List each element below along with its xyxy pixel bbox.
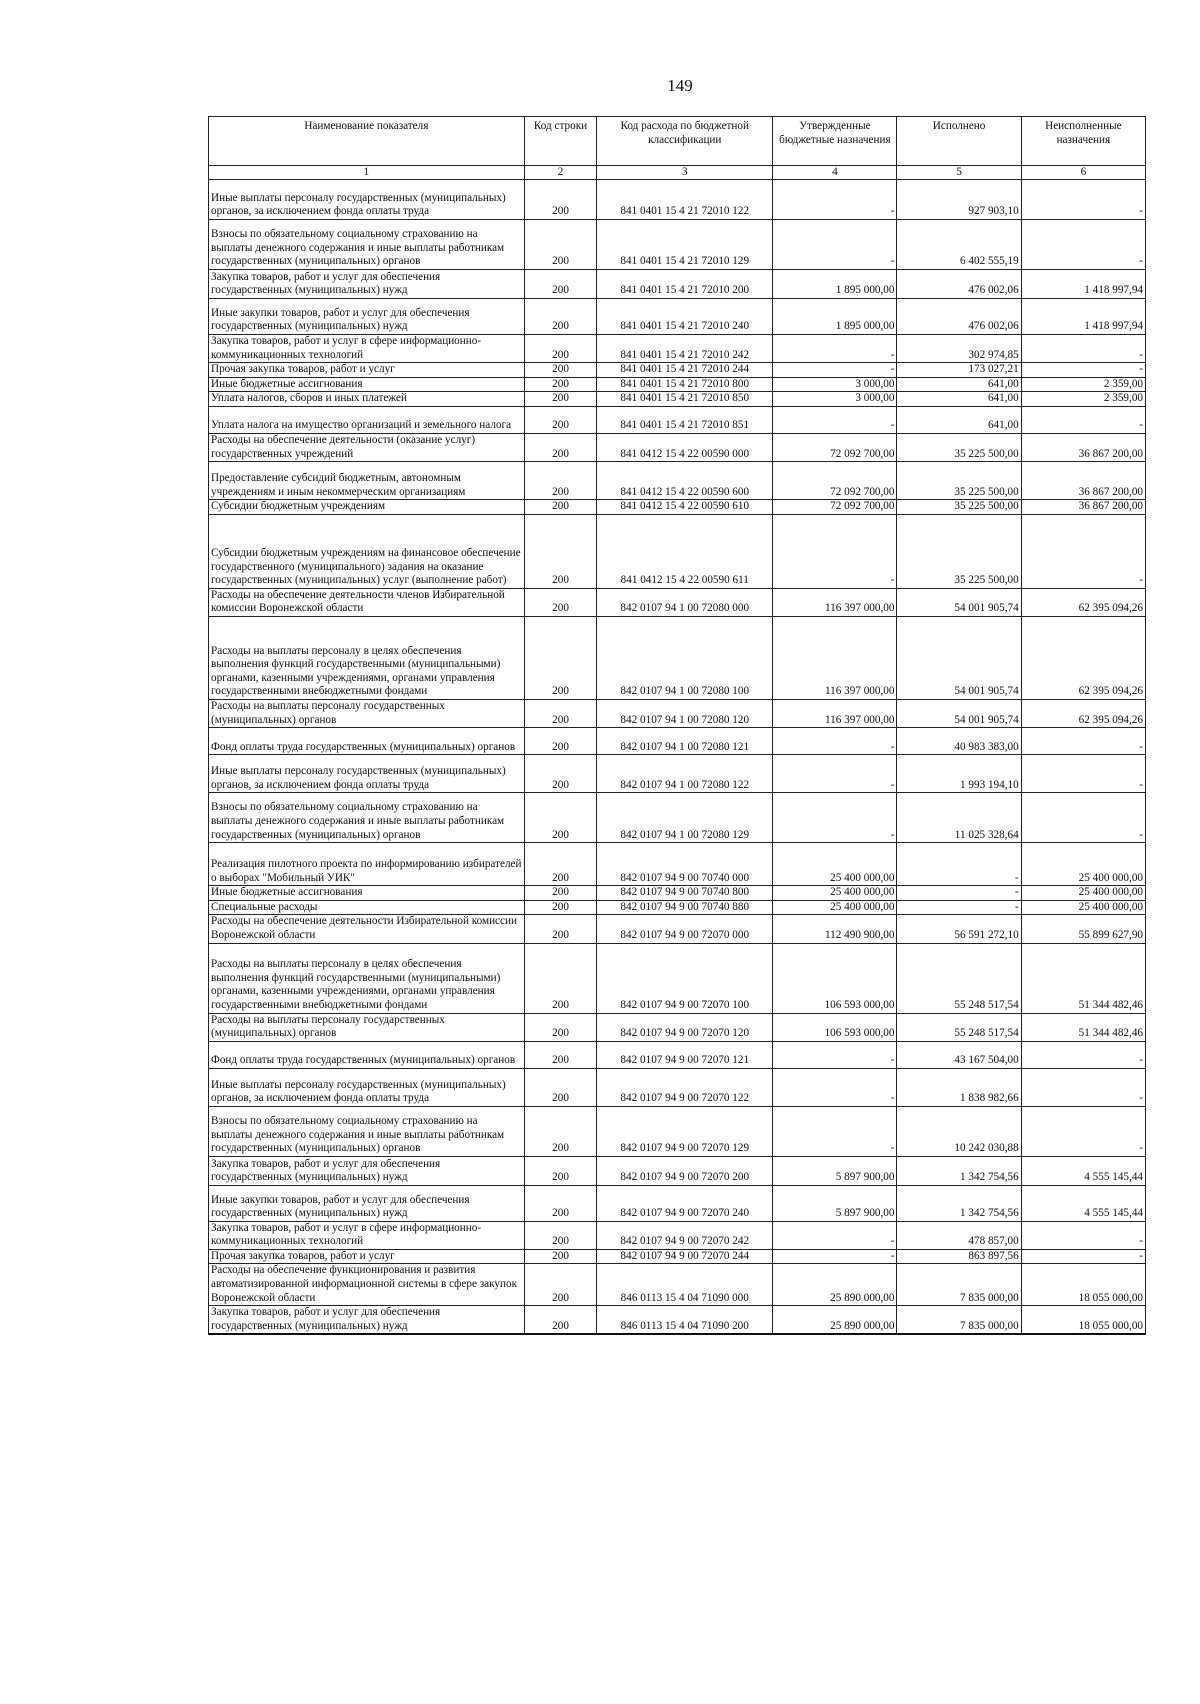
row-name: Расходы на выплаты персоналу в целях обеспечения выполнения функций государственными (муниципальными) органами, казенными учреждениями, органами управления государственными внебюджетными фондами <box>209 616 525 699</box>
row-code: 200 <box>524 728 596 755</box>
table-row <box>209 270 1146 299</box>
row-approved: 25 400 000,00 <box>773 886 897 901</box>
column-number: 4 <box>773 166 897 180</box>
row-classification: 842 0107 94 1 00 72080 100 <box>597 616 773 699</box>
table-row <box>209 843 1146 886</box>
row-code: 200 <box>524 886 596 901</box>
table-row <box>209 900 1146 915</box>
row-code: 200 <box>524 392 596 407</box>
row-executed: 173 027,21 <box>897 363 1021 378</box>
row-executed: 35 225 500,00 <box>897 462 1021 500</box>
table-row <box>209 514 1146 588</box>
row-executed: 35 225 500,00 <box>897 514 1021 588</box>
row-unexecuted: - <box>1021 1041 1145 1068</box>
table-row <box>209 363 1146 378</box>
row-unexecuted: - <box>1021 180 1145 220</box>
row-code: 200 <box>524 943 596 1013</box>
table-row <box>209 1185 1146 1221</box>
row-code: 200 <box>524 1041 596 1068</box>
row-classification: 841 0412 15 4 22 00590 600 <box>597 462 773 500</box>
row-unexecuted: 18 055 000,00 <box>1021 1306 1145 1335</box>
row-approved: - <box>773 220 897 270</box>
row-code: 200 <box>524 1156 596 1185</box>
header-row-code: Код строки <box>524 117 596 166</box>
row-classification: 841 0412 15 4 22 00590 611 <box>597 514 773 588</box>
row-classification: 842 0107 94 1 00 72080 120 <box>597 699 773 727</box>
row-executed: 641,00 <box>897 406 1021 433</box>
row-unexecuted: - <box>1021 363 1145 378</box>
row-name: Закупка товаров, работ и услуг для обеспечения государственных (муниципальных) нужд <box>209 270 525 299</box>
row-unexecuted: 1 418 997,94 <box>1021 270 1145 299</box>
table-row <box>209 180 1146 220</box>
row-unexecuted: - <box>1021 335 1145 363</box>
row-classification: 842 0107 94 9 00 72070 244 <box>597 1249 773 1264</box>
table-row <box>209 392 1146 407</box>
row-executed: 641,00 <box>897 377 1021 392</box>
row-approved: 3 000,00 <box>773 392 897 407</box>
row-unexecuted: 4 555 145,44 <box>1021 1156 1145 1185</box>
row-executed: 10 242 030,88 <box>897 1106 1021 1156</box>
table-row <box>209 500 1146 515</box>
row-classification: 842 0107 94 9 00 70740 800 <box>597 886 773 901</box>
header-executed: Исполнено <box>897 117 1021 166</box>
row-executed: 1 342 754,56 <box>897 1185 1021 1221</box>
table-row <box>209 220 1146 270</box>
table-body <box>209 180 1146 1335</box>
row-executed: 6 402 555,19 <box>897 220 1021 270</box>
row-classification: 842 0107 94 1 00 72080 121 <box>597 728 773 755</box>
row-approved: - <box>773 1249 897 1264</box>
row-approved: - <box>773 406 897 433</box>
table-row <box>209 299 1146 335</box>
row-approved: - <box>773 514 897 588</box>
row-classification: 842 0107 94 9 00 72070 120 <box>597 1013 773 1041</box>
row-unexecuted: 62 395 094,26 <box>1021 588 1145 616</box>
row-approved: 3 000,00 <box>773 377 897 392</box>
row-name: Предоставление субсидий бюджетным, автономным учреждениям и иным некоммерческим организациям <box>209 462 525 500</box>
row-approved: - <box>773 1106 897 1156</box>
column-number: 3 <box>597 166 773 180</box>
row-unexecuted: 25 400 000,00 <box>1021 900 1145 915</box>
row-classification: 841 0412 15 4 22 00590 000 <box>597 433 773 461</box>
table-row <box>209 915 1146 943</box>
row-code: 200 <box>524 1068 596 1106</box>
row-classification: 842 0107 94 9 00 72070 122 <box>597 1068 773 1106</box>
row-unexecuted: 2 359,00 <box>1021 392 1145 407</box>
row-approved: - <box>773 793 897 843</box>
table-row <box>209 1264 1146 1306</box>
row-approved: 1 895 000,00 <box>773 270 897 299</box>
row-name: Фонд оплаты труда государственных (муниципальных) органов <box>209 1041 525 1068</box>
row-name: Иные закупки товаров, работ и услуг для обеспечения государственных (муниципальных) нужд <box>209 299 525 335</box>
row-executed: 1 838 982,66 <box>897 1068 1021 1106</box>
row-code: 200 <box>524 514 596 588</box>
row-name: Иные бюджетные ассигнования <box>209 377 525 392</box>
row-code: 200 <box>524 699 596 727</box>
row-classification: 842 0107 94 9 00 70740 000 <box>597 843 773 886</box>
row-code: 200 <box>524 462 596 500</box>
header-approved: Утвержденные бюджетные назначения <box>773 117 897 166</box>
row-classification: 842 0107 94 9 00 70740 880 <box>597 900 773 915</box>
row-name: Реализация пилотного проекта по информированию избирателей о выборах "Мобильный УИК" <box>209 843 525 886</box>
row-executed: 35 225 500,00 <box>897 500 1021 515</box>
column-number-row <box>209 166 1146 180</box>
row-classification: 842 0107 94 1 00 72080 000 <box>597 588 773 616</box>
row-code: 200 <box>524 1249 596 1264</box>
row-classification: 841 0401 15 4 21 72010 122 <box>597 180 773 220</box>
row-unexecuted: 18 055 000,00 <box>1021 1264 1145 1306</box>
row-name: Иные выплаты персоналу государственных (муниципальных) органов, за исключением фонда оплаты труда <box>209 755 525 793</box>
row-unexecuted: 25 400 000,00 <box>1021 886 1145 901</box>
row-name: Закупка товаров, работ и услуг в сфере информационно-коммуникационных технологий <box>209 1221 525 1249</box>
row-unexecuted: 51 344 482,46 <box>1021 1013 1145 1041</box>
row-approved: - <box>773 728 897 755</box>
table-row <box>209 1106 1146 1156</box>
column-number: 2 <box>524 166 596 180</box>
row-classification: 846 0113 15 4 04 71090 200 <box>597 1306 773 1335</box>
row-code: 200 <box>524 1221 596 1249</box>
row-approved: 25 890 000,00 <box>773 1306 897 1335</box>
row-name: Прочая закупка товаров, работ и услуг <box>209 363 525 378</box>
row-unexecuted: - <box>1021 793 1145 843</box>
column-number: 6 <box>1021 166 1145 180</box>
row-unexecuted: 62 395 094,26 <box>1021 699 1145 727</box>
row-classification: 842 0107 94 9 00 72070 200 <box>597 1156 773 1185</box>
row-unexecuted: - <box>1021 728 1145 755</box>
row-executed: 478 857,00 <box>897 1221 1021 1249</box>
row-unexecuted: 55 899 627,90 <box>1021 915 1145 943</box>
row-unexecuted: - <box>1021 1221 1145 1249</box>
table-row <box>209 588 1146 616</box>
row-name: Расходы на обеспечение деятельности Избирательной комиссии Воронежской области <box>209 915 525 943</box>
budget-execution-table <box>208 116 1146 1335</box>
row-approved: - <box>773 1068 897 1106</box>
row-executed: 476 002,06 <box>897 270 1021 299</box>
row-code: 200 <box>524 915 596 943</box>
row-approved: 25 890 000,00 <box>773 1264 897 1306</box>
row-code: 200 <box>524 220 596 270</box>
row-classification: 842 0107 94 9 00 72070 000 <box>597 915 773 943</box>
row-classification: 842 0107 94 9 00 72070 242 <box>597 1221 773 1249</box>
row-approved: 5 897 900,00 <box>773 1156 897 1185</box>
column-number: 1 <box>209 166 525 180</box>
column-number: 5 <box>897 166 1021 180</box>
header-name: Наименование показателя <box>209 117 525 166</box>
row-unexecuted: - <box>1021 755 1145 793</box>
row-name: Взносы по обязательному социальному страхованию на выплаты денежного содержания и иные выплаты работникам государственных (муниципальных) органов <box>209 1106 525 1156</box>
row-code: 200 <box>524 1306 596 1335</box>
row-approved: 112 490 900,00 <box>773 915 897 943</box>
row-classification: 842 0107 94 9 00 72070 240 <box>597 1185 773 1221</box>
row-executed: 54 001 905,74 <box>897 699 1021 727</box>
row-classification: 846 0113 15 4 04 71090 000 <box>597 1264 773 1306</box>
row-executed: 863 897,56 <box>897 1249 1021 1264</box>
row-unexecuted: 62 395 094,26 <box>1021 616 1145 699</box>
header-unexecuted: Неисполненные назначения <box>1021 117 1145 166</box>
row-unexecuted: 36 867 200,00 <box>1021 433 1145 461</box>
table-row <box>209 755 1146 793</box>
table-row <box>209 1068 1146 1106</box>
row-name: Расходы на обеспечение деятельности членов Избирательной комиссии Воронежской области <box>209 588 525 616</box>
row-unexecuted: 2 359,00 <box>1021 377 1145 392</box>
row-classification: 842 0107 94 9 00 72070 129 <box>597 1106 773 1156</box>
row-executed: 302 974,85 <box>897 335 1021 363</box>
row-name: Расходы на выплаты персоналу государственных (муниципальных) органов <box>209 1013 525 1041</box>
row-name: Закупка товаров, работ и услуг в сфере информационно-коммуникационных технологий <box>209 335 525 363</box>
row-executed: - <box>897 900 1021 915</box>
row-executed: 54 001 905,74 <box>897 616 1021 699</box>
table-row <box>209 793 1146 843</box>
row-classification: 841 0401 15 4 21 72010 244 <box>597 363 773 378</box>
row-code: 200 <box>524 900 596 915</box>
row-code: 200 <box>524 335 596 363</box>
row-approved: 5 897 900,00 <box>773 1185 897 1221</box>
row-unexecuted: 36 867 200,00 <box>1021 462 1145 500</box>
row-approved: 72 092 700,00 <box>773 433 897 461</box>
row-classification: 842 0107 94 1 00 72080 122 <box>597 755 773 793</box>
row-approved: - <box>773 1041 897 1068</box>
row-approved: 72 092 700,00 <box>773 462 897 500</box>
row-unexecuted: - <box>1021 1068 1145 1106</box>
row-executed: 55 248 517,54 <box>897 1013 1021 1041</box>
row-executed: 55 248 517,54 <box>897 943 1021 1013</box>
row-name: Расходы на выплаты персоналу государственных (муниципальных) органов <box>209 699 525 727</box>
row-executed: 641,00 <box>897 392 1021 407</box>
row-code: 200 <box>524 433 596 461</box>
row-approved: - <box>773 363 897 378</box>
row-approved: - <box>773 1221 897 1249</box>
row-approved: 72 092 700,00 <box>773 500 897 515</box>
row-executed: 1 342 754,56 <box>897 1156 1021 1185</box>
row-code: 200 <box>524 377 596 392</box>
page-number: 149 <box>667 76 693 95</box>
row-name: Закупка товаров, работ и услуг для обеспечения государственных (муниципальных) нужд <box>209 1156 525 1185</box>
header-row <box>209 117 1146 166</box>
row-name: Расходы на обеспечение функционирования и развития автоматизированной информационной системы в сфере закупок Воронежской области <box>209 1264 525 1306</box>
row-classification: 841 0401 15 4 21 72010 129 <box>597 220 773 270</box>
row-classification: 841 0412 15 4 22 00590 610 <box>597 500 773 515</box>
row-code: 200 <box>524 755 596 793</box>
table-row <box>209 335 1146 363</box>
table-row <box>209 616 1146 699</box>
row-unexecuted: 25 400 000,00 <box>1021 843 1145 886</box>
row-unexecuted: 4 555 145,44 <box>1021 1185 1145 1221</box>
header-classification: Код расхода по бюджетной классификации <box>597 117 773 166</box>
table-row <box>209 1249 1146 1264</box>
row-executed: 54 001 905,74 <box>897 588 1021 616</box>
row-unexecuted: - <box>1021 1249 1145 1264</box>
table-row <box>209 699 1146 727</box>
row-name: Закупка товаров, работ и услуг для обеспечения государственных (муниципальных) нужд <box>209 1306 525 1335</box>
row-executed: 1 993 194,10 <box>897 755 1021 793</box>
row-classification: 842 0107 94 1 00 72080 129 <box>597 793 773 843</box>
row-name: Иные выплаты персоналу государственных (муниципальных) органов, за исключением фонда оплаты труда <box>209 180 525 220</box>
row-executed: 476 002,06 <box>897 299 1021 335</box>
table-row <box>209 377 1146 392</box>
row-approved: 25 400 000,00 <box>773 843 897 886</box>
row-approved: 116 397 000,00 <box>773 616 897 699</box>
row-unexecuted: - <box>1021 406 1145 433</box>
row-unexecuted: - <box>1021 220 1145 270</box>
table-row <box>209 1306 1146 1335</box>
row-approved: 1 895 000,00 <box>773 299 897 335</box>
row-classification: 841 0401 15 4 21 72010 850 <box>597 392 773 407</box>
table-row <box>209 1013 1146 1041</box>
row-code: 200 <box>524 299 596 335</box>
row-approved: - <box>773 335 897 363</box>
table-row <box>209 943 1146 1013</box>
row-code: 200 <box>524 180 596 220</box>
row-code: 200 <box>524 843 596 886</box>
row-code: 200 <box>524 1106 596 1156</box>
table-row <box>209 1156 1146 1185</box>
table-row <box>209 1221 1146 1249</box>
row-executed: - <box>897 843 1021 886</box>
row-approved: 116 397 000,00 <box>773 588 897 616</box>
row-code: 200 <box>524 616 596 699</box>
row-unexecuted: 51 344 482,46 <box>1021 943 1145 1013</box>
row-code: 200 <box>524 1185 596 1221</box>
row-executed: 7 835 000,00 <box>897 1306 1021 1335</box>
row-name: Иные выплаты персоналу государственных (муниципальных) органов, за исключением фонда оплаты труда <box>209 1068 525 1106</box>
row-approved: 106 593 000,00 <box>773 1013 897 1041</box>
row-executed: 11 025 328,64 <box>897 793 1021 843</box>
row-approved: 25 400 000,00 <box>773 900 897 915</box>
row-name: Расходы на обеспечение деятельности (оказание услуг) государственных учреждений <box>209 433 525 461</box>
row-name: Взносы по обязательному социальному страхованию на выплаты денежного содержания и иные выплаты работникам государственных (муниципальных) органов <box>209 793 525 843</box>
row-unexecuted: 36 867 200,00 <box>1021 500 1145 515</box>
table-row <box>209 406 1146 433</box>
row-code: 200 <box>524 363 596 378</box>
row-classification: 841 0401 15 4 21 72010 242 <box>597 335 773 363</box>
row-name: Прочая закупка товаров, работ и услуг <box>209 1249 525 1264</box>
row-name: Взносы по обязательному социальному страхованию на выплаты денежного содержания и иные выплаты работникам государственных (муниципальных) органов <box>209 220 525 270</box>
row-code: 200 <box>524 1264 596 1306</box>
row-code: 200 <box>524 500 596 515</box>
table-row <box>209 728 1146 755</box>
table-row <box>209 462 1146 500</box>
row-unexecuted: - <box>1021 514 1145 588</box>
row-name: Расходы на выплаты персоналу в целях обеспечения выполнения функций государственными (муниципальными) органами, казенными учреждениями, органами управления государственными внебюджетными фондами <box>209 943 525 1013</box>
row-classification: 841 0401 15 4 21 72010 800 <box>597 377 773 392</box>
row-classification: 842 0107 94 9 00 72070 121 <box>597 1041 773 1068</box>
row-code: 200 <box>524 406 596 433</box>
row-classification: 842 0107 94 9 00 72070 100 <box>597 943 773 1013</box>
row-code: 200 <box>524 1013 596 1041</box>
row-executed: - <box>897 886 1021 901</box>
row-classification: 841 0401 15 4 21 72010 240 <box>597 299 773 335</box>
row-name: Субсидии бюджетным учреждениям на финансовое обеспечение государственного (муниципального) задания на оказание государственных (муниципальных) услуг (выполнение работ) <box>209 514 525 588</box>
row-name: Фонд оплаты труда государственных (муниципальных) органов <box>209 728 525 755</box>
row-executed: 40 983 383,00 <box>897 728 1021 755</box>
row-name: Субсидии бюджетным учреждениям <box>209 500 525 515</box>
row-classification: 841 0401 15 4 21 72010 200 <box>597 270 773 299</box>
row-name: Иные закупки товаров, работ и услуг для обеспечения государственных (муниципальных) нужд <box>209 1185 525 1221</box>
row-unexecuted: 1 418 997,94 <box>1021 299 1145 335</box>
row-executed: 43 167 504,00 <box>897 1041 1021 1068</box>
row-classification: 841 0401 15 4 21 72010 851 <box>597 406 773 433</box>
row-name: Иные бюджетные ассигнования <box>209 886 525 901</box>
row-approved: 106 593 000,00 <box>773 943 897 1013</box>
row-name: Специальные расходы <box>209 900 525 915</box>
table-row <box>209 1041 1146 1068</box>
row-code: 200 <box>524 270 596 299</box>
table-row <box>209 886 1146 901</box>
row-executed: 927 903,10 <box>897 180 1021 220</box>
table-row <box>209 433 1146 461</box>
row-approved: - <box>773 180 897 220</box>
row-code: 200 <box>524 793 596 843</box>
row-approved: 116 397 000,00 <box>773 699 897 727</box>
row-name: Уплата налогов, сборов и иных платежей <box>209 392 525 407</box>
row-code: 200 <box>524 588 596 616</box>
row-executed: 35 225 500,00 <box>897 433 1021 461</box>
row-unexecuted: - <box>1021 1106 1145 1156</box>
row-approved: - <box>773 755 897 793</box>
row-executed: 7 835 000,00 <box>897 1264 1021 1306</box>
row-executed: 56 591 272,10 <box>897 915 1021 943</box>
row-name: Уплата налога на имущество организаций и земельного налога <box>209 406 525 433</box>
